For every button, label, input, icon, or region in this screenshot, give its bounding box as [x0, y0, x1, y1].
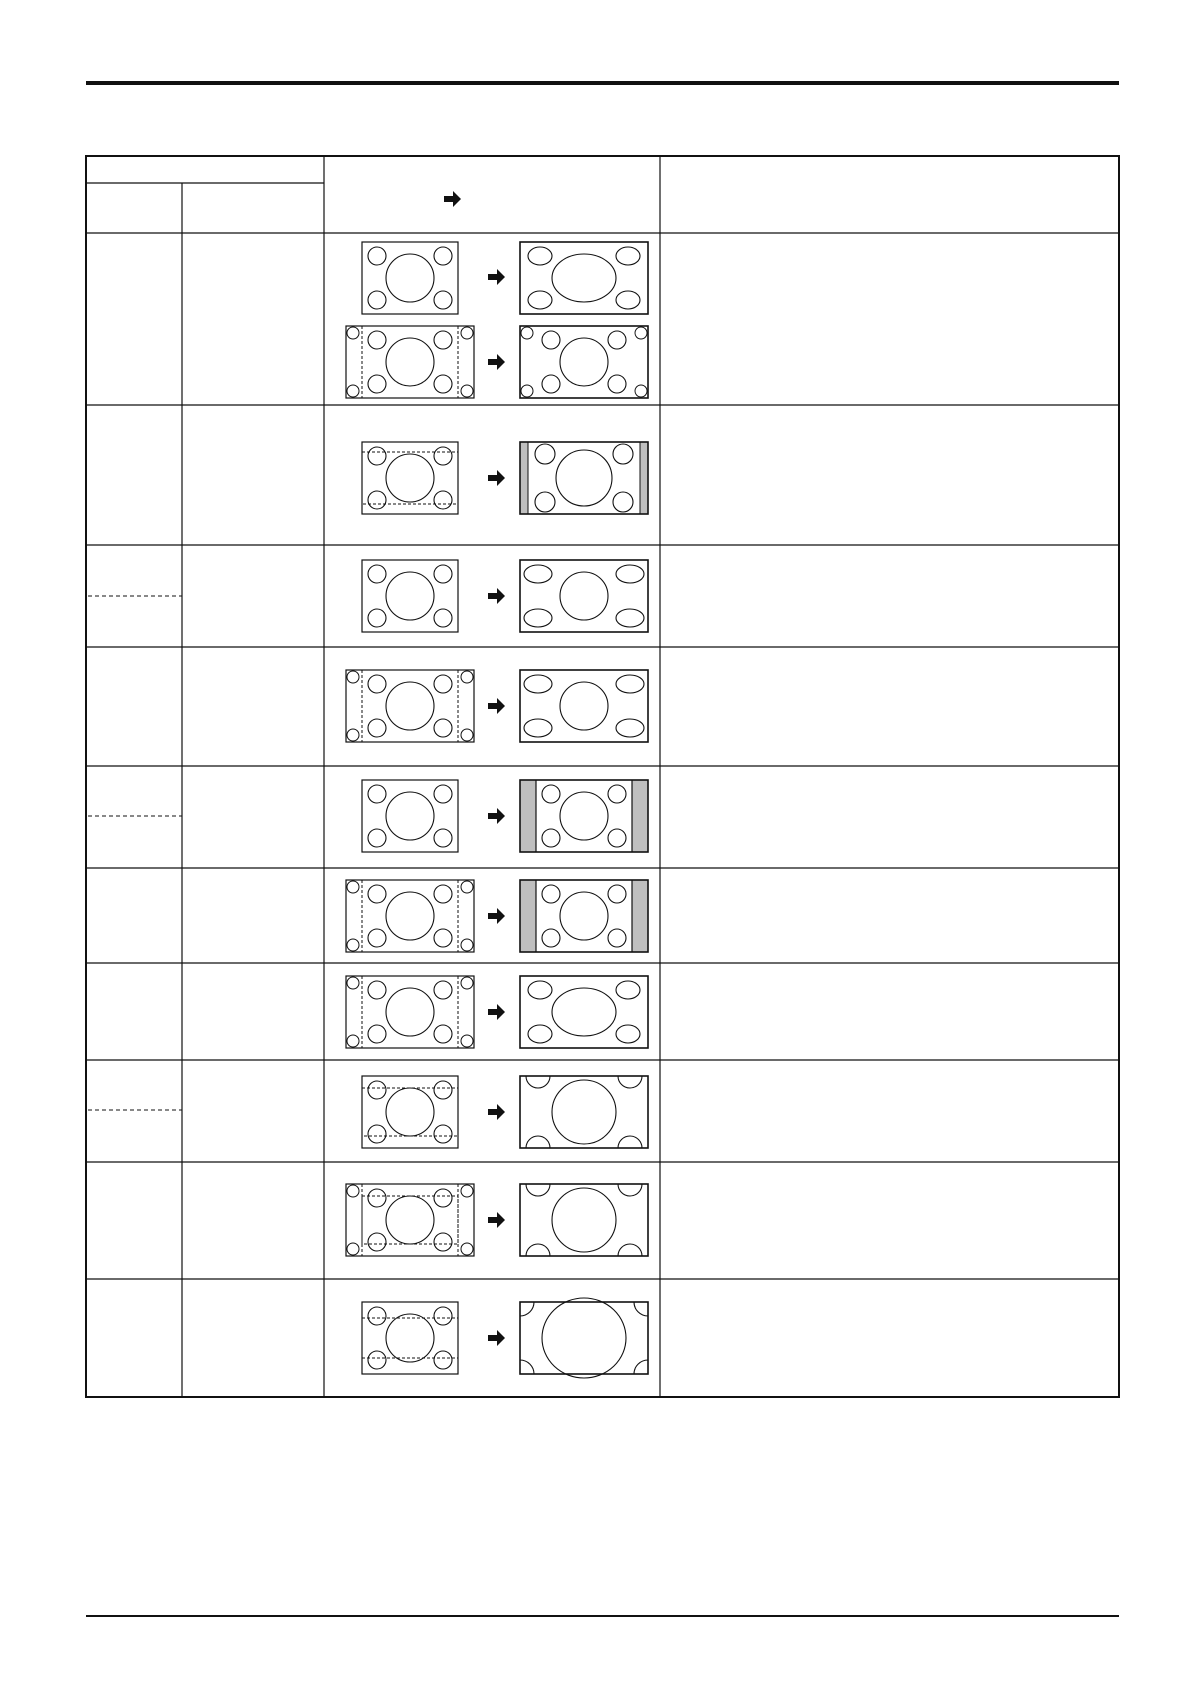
picture-4x3-icon — [362, 1076, 458, 1148]
arrow-right-icon — [488, 1330, 505, 1346]
arrow-right-icon — [488, 588, 505, 604]
picture-16x9-icon — [520, 1076, 648, 1148]
arrow-right-icon — [488, 470, 505, 486]
picture-16x9-icon — [346, 1184, 474, 1256]
side-bar-icon — [520, 442, 648, 514]
picture-4x3-icon — [362, 780, 458, 852]
picture-16x9-icon — [346, 326, 474, 398]
picture-16x9-icon — [346, 880, 474, 952]
side-bar-icon — [520, 880, 648, 952]
picture-16x9-icon — [520, 976, 648, 1048]
picture-16x9-icon — [520, 326, 648, 398]
picture-16x9-icon — [520, 242, 648, 314]
arrow-right-icon — [488, 908, 505, 924]
picture-4x3-icon — [362, 560, 458, 632]
picture-16x9-icon — [346, 670, 474, 742]
picture-4x3-icon — [362, 242, 458, 314]
picture-16x9-icon — [520, 1298, 648, 1378]
picture-4x3-icon — [362, 442, 458, 514]
arrow-right-icon — [488, 1004, 505, 1020]
arrow-right-icon — [488, 1212, 505, 1228]
arrow-right-icon — [488, 698, 505, 714]
picture-16x9-icon — [346, 976, 474, 1048]
arrow-right-icon — [488, 269, 505, 285]
picture-16x9-icon — [520, 670, 648, 742]
arrow-right-icon — [488, 1104, 505, 1120]
side-bar-icon — [520, 780, 648, 852]
picture-16x9-icon — [520, 560, 648, 632]
arrow-right-icon — [444, 191, 461, 207]
picture-4x3-icon — [362, 1302, 458, 1374]
arrow-right-icon — [488, 354, 505, 370]
picture-16x9-icon — [520, 1184, 648, 1256]
arrow-right-icon — [488, 808, 505, 824]
